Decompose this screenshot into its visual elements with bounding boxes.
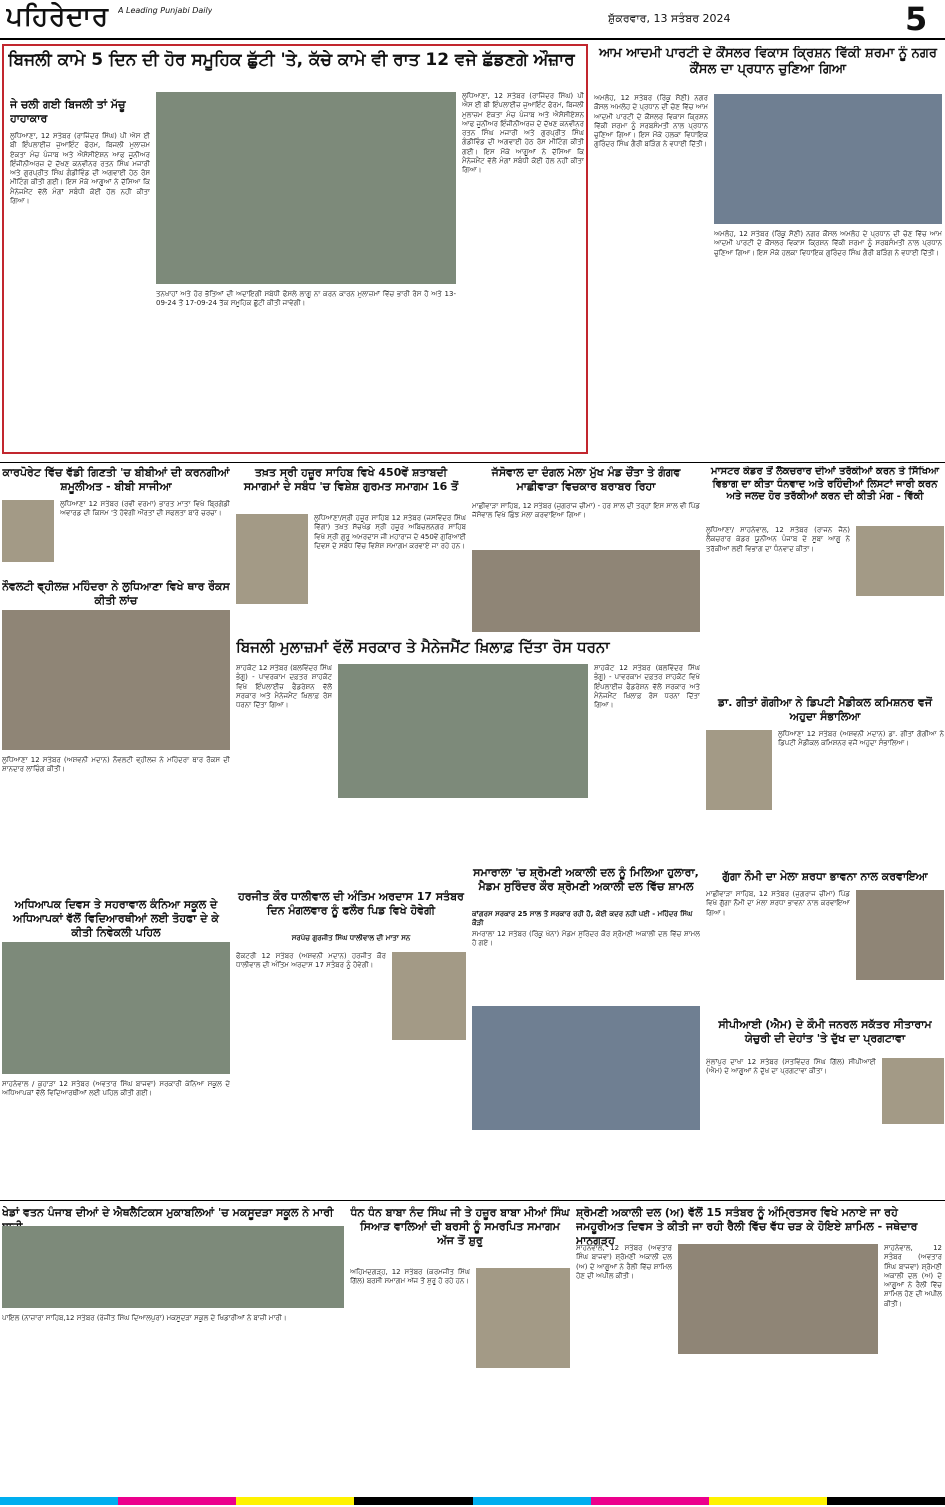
lead-body-col1: ਲੁਧਿਆਣਾ, 12 ਸਤੰਬਰ (ਰਾਜਿੰਦਰ ਸਿੰਘ) ਪੀ ਐਸ ਈ ਬੀ ਇੰਪਲਾਈਜ਼ ਜੁਆਇੰਟ ਫੋਰਮ, ਬਿਜਲੀ ਮੁਲਾਜ਼ਮ ਏਕਤਾ ਮੰਚ ਪੰਜਾਬ ਅਤੇ ਐਸੋਸੀਏਸ਼ਨ ਆਫ ਜੂਨੀਅਰ ਇੰਜੀਨੀਅਰਜ਼ ਦੇ ਦੱਖਣ ਕਨਵੀਨਰ ਰਤਨ ਸਿੰਘ ਮਜਾਰੀ ਅਤੇ ਗੁਰਪ੍ਰੀਤ ਸਿੰਘ ਗੰਡੀਵਿੰਡ ਦੀ ਅਗਵਾਈ ਹੇਠ ਰੋਸ ਮੀਟਿੰਗ ਕੀਤੀ ਗਈ। ਇਸ ਮੌਕੇ ਆਗੂਆਂ ਨੇ ਦੱਸਿਆ ਕਿ ਮੈਨੇਜਮੈਂਟ ਵੱਲੋਂ ਮੰਗਾਂ ਸਬੰਧੀ ਕੋਈ ਹੱਲ ਨਹੀਂ ਕੀਤਾ ਗਿਆ। xyxy=(10,132,150,206)
divider-bottom xyxy=(0,1200,945,1201)
story-prayer-sub: ਸਰਪੰਚ ਗੁਰਜੀਤ ਸਿੰਘ ਧਾਲੀਵਾਲ ਦੀ ਮਾਤਾ ਸਨ xyxy=(291,934,411,942)
divider xyxy=(0,462,945,463)
story-akali-headline: ਸਮਾਰਾਲਾ 'ਚ ਸ਼੍ਰੋਮਣੀ ਅਕਾਲੀ ਦਲ ਨੂੰ ਮਿਲਿਆ ਹੁਲਾਰਾ, ਮੈਡਮ ਸੁਰਿੰਦਰ ਕੌਰ ਸ਼੍ਰੋਮਣੀ ਅਕਾਲੀ ਦਲ ਵਿੱਚ ਸ਼ਾਮਲ xyxy=(473,866,699,893)
portrait-photo xyxy=(2,500,54,562)
story-athletics-body: ਪਾਇਲ (ਨਾਜ਼ਾਰਾ ਸਾਹਿਬ,12 ਸਤੰਬਰ (ਰੰਜੀਤ ਸਿੰਘ ਦਿਆਲਪੁਰਾ) ਮਕਸੂਦੜਾ ਸਕੂਲ ਦੇ ਖਿਡਾਰੀਆਂ ਨੇ ਬਾਜ਼ੀ ਮਾਰੀ। xyxy=(2,1314,287,1322)
story-teachers-body: ਸਾਹਨੇਵਾਲ / ਕੁਹਾੜਾ 12 ਸਤੰਬਰ (ਅਵਤਾਰ ਸਿੰਘ ਬਾਜਵਾ) ਸਰਕਾਰੀ ਕੰਨਿਆ ਸਕੂਲ ਦੇ ਅਧਿਆਪਕਾਂ ਵੱਲੋਂ ਵਿਦਿਆਰਥੀਆਂ ਲਈ ਪਹਿਲ ਕੀਤੀ ਗਈ। xyxy=(2,1080,230,1098)
story-teachers-day xyxy=(2,898,230,1194)
story-dmc-headline: ਡਾ. ਗੀਤਾਂ ਗੋਗੀਆ ਨੇ ਡਿਪਟੀ ਮੈਡੀਕਲ ਕਮਿਸ਼ਨਰ ਵਜੋਂ ਅਹੁਦਾ ਸੰਭਾਲਿਆ xyxy=(717,696,933,723)
story-hazur-sahib xyxy=(236,466,466,634)
mela-photo xyxy=(856,890,944,980)
story-final-prayer xyxy=(236,890,466,1194)
gurdwara-photo xyxy=(236,514,308,604)
story-protest-headline: ਬਿਜਲੀ ਮੁਲਾਜ਼ਮਾਂ ਵੱਲੋਂ ਸਰਕਾਰ ਤੇ ਮੈਨੇਜਮੈਂਟ ਖ਼ਿਲਾਫ਼ ਦਿੱਤਾ ਰੋਸ ਧਰਨਾ xyxy=(236,638,610,656)
story-teachers-headline: ਅਧਿਆਪਕ ਦਿਵਸ ਤੇ ਸਹਰਾਵਾਲ ਕੰਨਿਆ ਸਕੂਲ ਦੇ ਅਧਿਆਪਕਾਂ ਵੱਲੋਂ ਵਿਦਿਆਰਥੀਆਂ ਲਈ ਤੋਹਫਾ ਦੇ ਕੇ ਕੀਤੀ ਨਿਵੇਕਲੀ ਪਹਿਲ xyxy=(13,898,219,939)
story-dmc xyxy=(706,696,944,866)
story-lecturer-body: ਲੁਧਿਆਣਾ/ ਸਾਹਨੇਵਾਲ, 12 ਸਤੰਬਰ (ਰਾਜਨ ਜੈਨ) ਲੈਕਚਰਾਰ ਕੇਡਰ ਯੂਨੀਅਨ ਪੰਜਾਬ ਦੇ ਸੂਬਾ ਆਗੂ ਨੇ ਤਰੱਕੀਆਂ ਲਈ ਵਿਭਾਗ ਦਾ ਧੰਨਵਾਦ ਕੀਤਾ। xyxy=(706,526,850,553)
rally-photo xyxy=(678,1244,878,1354)
story-rally-body-2: ਸਾਹਨੇਵਾਲ, 12 ਸਤੰਬਰ (ਅਵਤਾਰ ਸਿੰਘ ਬਾਜਵਾ) ਸ਼੍ਰੋਮਣੀ ਅਕਾਲੀ ਦਲ (ਅ) ਦੇ ਆਗੂਆਂ ਨੇ ਰੈਲੀ ਵਿੱਚ ਸ਼ਾਮਿਲ ਹੋਣ ਦੀ ਅਪੀਲ ਕੀਤੀ। xyxy=(884,1244,942,1308)
story-barsi-body: ਅਹਿਮਦਗੜ੍ਹ, 12 ਸਤੰਬਰ (ਕਰਮਜੀਤ ਸਿੰਘ ਗਿੱਲ) ਬਰਸੀ ਸਮਾਗਮ ਅੱਜ ਤੋਂ ਸ਼ੁਰੂ ਹੋ ਰਹੇ ਹਨ। xyxy=(350,1268,470,1286)
dangal-photo xyxy=(472,550,700,632)
print-color-bar xyxy=(0,1497,945,1505)
story-akali-joining xyxy=(472,866,700,1194)
story-women-corporate xyxy=(2,466,230,576)
story-barsi xyxy=(350,1206,570,1492)
story-akali-sub: ਕਾਂਗਰਸ ਸਰਕਾਰ 25 ਸਾਲ ਤੋਂ ਸਰਕਾਰ ਰਹੀ ਹੈ, ਕੋਈ ਕਦਰ ਨਹੀਂ ਪਈ - ਮਹਿੰਦਰ ਸਿੰਘ ਕੌੜੀ xyxy=(472,910,693,927)
lead-story xyxy=(2,44,588,454)
story-yechury-headline: ਸੀਪੀਆਈ (ਐਮ) ਦੇ ਕੌਮੀ ਜਨਰਲ ਸਕੱਤਰ ਸੀਤਾਰਾਮ ਯੇਚੁਰੀ ਦੀ ਦੇਹਾਂਤ 'ਤੇ ਦੁੱਖ ਦਾ ਪ੍ਰਗਟਾਵਾ xyxy=(718,1018,932,1045)
obituary-photo xyxy=(392,952,466,1040)
story-gugga-body: ਮਾਛੀਵਾੜਾ ਸਾਹਿਬ, 12 ਸਤੰਬਰ (ਜੁਗਰਾਜ ਚੀਮਾ) ਪਿੰਡ ਵਿਖੇ ਗੁੱਗਾ ਨੌਮੀ ਦਾ ਮੇਲਾ ਸ਼ਰਧਾ ਭਾਵਨਾ ਨਾਲ ਕਰਵਾਇਆ ਗਿਆ। xyxy=(706,890,850,917)
story-rally-body: ਸਾਹਨੇਵਾਲ, 12 ਸਤੰਬਰ (ਅਵਤਾਰ ਸਿੰਘ ਬਾਜਵਾ) ਸ਼੍ਰੋਮਣੀ ਅਕਾਲੀ ਦਲ (ਅ) ਦੇ ਆਗੂਆਂ ਨੇ ਰੈਲੀ ਵਿੱਚ ਸ਼ਾਮਿਲ ਹੋਣ ਦੀ ਅਪੀਲ ਕੀਤੀ। xyxy=(576,1244,672,1280)
school-photo xyxy=(2,942,230,1074)
story-aap-body: ਅਮਲੋਹ, 12 ਸਤੰਬਰ (ਰਿੰਕੂ ਸੈਣੀ) ਨਗਰ ਕੌਂਸਲ ਅਮਲੋਹ ਦੇ ਪ੍ਰਧਾਨ ਦੀ ਚੋਣ ਵਿੱਚ ਆਮ ਆਦਮੀ ਪਾਰਟੀ ਦੇ ਕੌਂਸਲਰ ਵਿਕਾਸ ਕ੍ਰਿਸ਼ਨ ਵਿੱਕੀ ਸ਼ਰਮਾ ਨੂੰ ਸਰਬਸੰਮਤੀ ਨਾਲ ਪ੍ਰਧਾਨ ਚੁਣਿਆ ਗਿਆ। ਇਸ ਮੌਕੇ ਹਲਕਾ ਵਿਧਾਇਕ ਗੁਰਿੰਦਰ ਸਿੰਘ ਗੈਰੀ ਬੜਿੰਗ ਨੇ ਵਧਾਈ ਦਿੱਤੀ। xyxy=(594,94,708,149)
story-prayer-body: ਫੈਕਟਰੀ 12 ਸਤੰਬਰ (ਅਸ਼ਵਨੀ ਮਦਾਨ) ਹਰਜੀਤ ਕੌਰ ਧਾਲੀਵਾਲ ਦੀ ਅੰਤਿਮ ਅਰਦਾਸ 17 ਸਤੰਬਰ ਨੂੰ ਹੋਵੇਗੀ। xyxy=(236,952,386,970)
story-lecturer-headline: ਮਾਸਟਰ ਕੇਡਰ ਤੋਂ ਲੈਕਚਰਾਰ ਦੀਆਂ ਤਰੱਕੀਆਂ ਕਰਨ ਤੇ ਸਿੱਖਿਆ ਵਿਭਾਗ ਦਾ ਕੀਤਾ ਧੰਨਵਾਦ ਅਤੇ ਰਹਿੰਦੀਆਂ ਲਿਸਟਾਂ ਜਾਰੀ ਕਰਨ ਅਤੇ ਜਲਦ ਹੋਰ ਤਰੱਕੀਆਂ ਕਰਨ ਦੀ ਕੀਤੀ ਮੰਗ - ਵਿੱਕੀ xyxy=(711,466,939,502)
joining-photo xyxy=(472,1006,700,1130)
story-power-protest xyxy=(236,638,700,826)
story-dangal xyxy=(472,466,700,634)
story-aap-body-2: ਅਮਲੋਹ, 12 ਸਤੰਬਰ (ਰਿੰਕੂ ਸੈਣੀ) ਨਗਰ ਕੌਂਸਲ ਅਮਲੋਹ ਦੇ ਪ੍ਰਧਾਨ ਦੀ ਚੋਣ ਵਿੱਚ ਆਮ ਆਦਮੀ ਪਾਰਟੀ ਦੇ ਕੌਂਸਲਰ ਵਿਕਾਸ ਕ੍ਰਿਸ਼ਨ ਵਿੱਕੀ ਸ਼ਰਮਾ ਨੂੰ ਸਰਬਸੰਮਤੀ ਨਾਲ ਪ੍ਰਧਾਨ ਚੁਣਿਆ ਗਿਆ। ਇਸ ਮੌਕੇ ਹਲਕਾ ਵਿਧਾਇਕ ਗੁਰਿੰਦਰ ਸਿੰਘ ਗੈਰੀ ਬੜਿੰਗ ਨੇ ਵਧਾਈ ਦਿੱਤੀ। xyxy=(714,230,942,257)
story-barsi-headline: ਧੰਨ ਧੰਨ ਬਾਬਾ ਨੰਦ ਸਿੰਘ ਜੀ ਤੇ ਹਜ਼ੂਰ ਬਾਬਾ ਮੀਆਂ ਸਿੰਘ ਸਿਆੜ ਵਾਲਿਆਂ ਦੀ ਬਰਸੀ ਨੂੰ ਸਮਰਪਿਤ ਸਮਾਗਮ ਅੱਜ ਤੋਂ ਸ਼ੁਰੂ xyxy=(350,1206,570,1247)
story-hazur-headline: ਤਖ਼ਤ ਸ੍ਰੀ ਹਜ਼ੂਰ ਸਾਹਿਬ ਵਿਖੇ 450ਵੇਂ ਸ਼ਤਾਬਦੀ ਸਮਾਗਮਾਂ ਦੇ ਸਬੰਧ 'ਚ ਵਿਸ਼ੇਸ਼ ਗੁਰਮਤ ਸਮਾਗਮ 16 ਤੋਂ xyxy=(243,466,459,493)
yechury-photo xyxy=(882,1058,944,1124)
story-protest-body: ਸ਼ਾਹਕੋਟ 12 ਸਤੰਬਰ (ਬਲਵਿੰਦਰ ਸਿੰਘ ਭੰਗੂ) - ਪਾਵਰਕਾਮ ਦਫ਼ਤਰ ਸ਼ਾਹਕੋਟ ਵਿਖੇ ਇੰਪਲਾਈਜ਼ ਫੈਡਰੇਸ਼ਨ ਵੱਲੋਂ ਸਰਕਾਰ ਅਤੇ ਮੈਨੇਜਮੈਂਟ ਖ਼ਿਲਾਫ਼ ਰੋਸ ਧਰਨਾ ਦਿੱਤਾ ਗਿਆ। xyxy=(236,664,332,710)
baba-photo xyxy=(476,1268,570,1368)
protest-photo xyxy=(338,664,588,798)
athletes-photo xyxy=(2,1226,344,1308)
story-akali-body: ਸਮਰਾਲਾ 12 ਸਤੰਬਰ (ਰਿੰਕੂ ਖੰਨਾ) ਮੈਡਮ ਸੁਰਿੰਦਰ ਕੌਰ ਸ਼੍ਰੋਮਣੀ ਅਕਾਲੀ ਦਲ ਵਿੱਚ ਸ਼ਾਮਲ ਹੋ ਗਏ। xyxy=(472,930,700,948)
story-athletics-headline: ਖੇਡਾਂ ਵਤਨ ਪੰਜਾਬ ਦੀਆਂ ਦੇ ਐਥਲੈਟਿਕਸ ਮੁਕਾਬਲਿਆਂ 'ਚ ਮਕਸੂਦੜਾ ਸਕੂਲ ਨੇ ਮਾਰੀ xyxy=(2,1206,334,1219)
story-dangal-headline: ਜੱਸੋਵਾਲ ਦਾ ਦੰਗਲ ਮੇਲਾ ਮੁੱਖ ਮੰਡ ਚੌਂਤਾ ਤੇ ਗੰਗਵ ਮਾਛੀਵਾੜਾ ਵਿਚਕਾਰ ਬਰਾਬਰ ਰਿਹਾ xyxy=(491,466,681,493)
story-women-body: ਲੁਧਿਆਣਾ 12 ਸਤੰਬਰ (ਰਵੀ ਵਰਮਾ) ਭਾਰਤ ਮਾਤਾ ਵਿਖੇ ਬ੍ਰਿਗੇਡੀ ਅਵਾਰਡ ਦੀ ਕਿਸਮ 'ਤੇ ਹੋਵੇਗੀ ਔਰਤਾਂ ਦੀ ਸਫਲਤਾ ਬਾਰੇ ਚਰਚਾ। xyxy=(60,500,230,518)
lead-headline: ਬਿਜਲੀ ਕਾਮੇ 5 ਦਿਨ ਦੀ ਹੋਰ ਸਮੂਹਿਕ ਛੁੱਟੀ 'ਤੇ, ਕੱਚੇ ਕਾਮੇ ਵੀ ਰਾਤ 12 ਵਜੇ ਛੱਡਣਗੇ ਔਜ਼ਾਰ xyxy=(8,50,575,70)
story-hazur-body: ਲੁਧਿਆਣਾ/ਸ੍ਰੀ ਹਜ਼ੂਰ ਸਾਹਿਬ 12 ਸਤੰਬਰ (ਜਸਵਿੰਦਰ ਸਿੰਘ ਵਿੱਗਾ) ਤਖ਼ਤ ਸੱਚਖੰਡ ਸ੍ਰੀ ਹਜ਼ੂਰ ਅਬਿਚਲਨਗਰ ਸਾਹਿਬ ਵਿਖੇ ਸ੍ਰੀ ਗੁਰੂ ਅਮਰਦਾਸ ਜੀ ਮਹਾਰਾਜ ਦੇ 450ਵੇਂ ਗੁਰਿਆਈ ਦਿਵਸ ਦੇ ਸਬੰਧ ਵਿੱਚ ਵਿਸ਼ੇਸ਼ ਸਮਾਗਮ ਕਰਵਾਏ ਜਾ ਰਹੇ ਹਨ। xyxy=(314,514,466,550)
lecturer-photo xyxy=(856,526,944,596)
page-number: 5 xyxy=(905,0,928,38)
story-athletics xyxy=(2,1206,344,1492)
story-gugga-headline: ਗੁੱਗਾ ਨੌਮੀ ਦਾ ਮੇਲਾ ਸ਼ਰਧਾ ਭਾਵਨਾ ਨਾਲ ਕਰਵਾਇਆ xyxy=(722,870,928,883)
story-rally-headline: ਸ਼੍ਰੋਮਣੀ ਅਕਾਲੀ ਦਲ (ਅ) ਵੱਲੋਂ 15 ਸਤੰਬਰ ਨੂੰ ਅੰਮ੍ਰਿਤਸਰ ਵਿਖੇ ਮਨਾਏ ਜਾ ਰਹੇ ਜਮਹੂਰੀਅਤ ਦਿਵਸ ਤੇ ਕੀਤੀ ਜਾ ਰਹੀ ਰੈਲੀ ਵਿੱਚ ਵੱਧ ਚੜ ਕੇ ਹੋਇਏ ਸ਼ਾਮਿਲ - ਜਥੇਦਾਰ ਮਾਨਗੜ੍ਹ xyxy=(576,1206,918,1247)
story-gugga-naumi xyxy=(706,870,944,1014)
lead-photo xyxy=(156,92,456,284)
story-thar-body: ਲੁਧਿਆਣਾ 12 ਸਤੰਬਰ (ਅਸ਼ਵਨੀ ਮਦਾਨ) ਨੌਵਲਟੀ ਵ੍ਹੀਲਜ਼ ਨੇ ਮਹਿੰਦਰਾ ਥਾਰ ਰੌਕਸ ਦੀ ਸ਼ਾਨਦਾਰ ਲਾਂਚਿੰਗ ਕੀਤੀ। xyxy=(2,756,230,774)
story-aap-president xyxy=(594,44,942,304)
lead-subheadline: ਜੇ ਚਲੀ ਗਈ ਬਿਜਲੀ ਤਾਂ ਮੱਚੂ ਹਾਹਾਕਾਰ xyxy=(10,98,126,125)
doctor-photo xyxy=(706,730,772,810)
story-prayer-headline: ਹਰਜੀਤ ਕੌਰ ਧਾਲੀਵਾਲ ਦੀ ਅੰਤਿਮ ਅਰਦਾਸ 17 ਸਤੰਬਰ ਦਿਨ ਮੰਗਲਵਾਰ ਨੂੰ ਫਲੌਰ ਪਿਡ ਵਿਖੇ ਹੋਵੇਗੀ xyxy=(238,890,464,917)
council-photo xyxy=(714,94,942,224)
story-akali-rally xyxy=(576,1206,942,1492)
story-lecturer-promotions xyxy=(706,466,944,690)
story-thar-headline: ਨੌਵਲਟੀ ਵ੍ਹੀਲਜ਼ ਮਹਿੰਦਰਾ ਨੇ ਲੁਧਿਆਣਾ ਵਿਖੇ ਥਾਰ ਰੌਕਸ ਕੀਤੀ ਲਾਂਚ xyxy=(2,580,230,607)
lead-body-col2: ਤਨਖਾਹਾਂ ਅਤੇ ਹੋਰ ਭੱਤਿਆਂ ਦੀ ਅਦਾਇਗੀ ਸਬੰਧੀ ਫੈਸਲੇ ਲਾਗੂ ਨਾ ਕਰਨ ਕਾਰਨ ਮੁਲਾਜ਼ਮਾਂ ਵਿੱਚ ਭਾਰੀ ਰੋਸ ਹੈ ਅਤੇ 13-09-24 ਤੋਂ 17-09-24 ਤੱਕ ਸਮੂਹਿਕ ਛੁੱਟੀ ਕੀਤੀ ਜਾਵੇਗੀ। xyxy=(156,290,456,308)
story-dmc-body: ਲੁਧਿਆਣਾ 12 ਸਤੰਬਰ (ਅਸ਼ਵਨੀ ਮਦਾਨ) ਡਾ. ਗੀਤਾਂ ਗੋਗੀਆ ਨੇ ਡਿਪਟੀ ਮੈਡੀਕਲ ਕਮਿਸ਼ਨਰ ਵਜੋਂ ਅਹੁਦਾ ਸੰਭਾਲਿਆ। xyxy=(778,730,944,748)
story-aap-headline: ਆਮ ਆਦਮੀ ਪਾਰਟੀ ਦੇ ਕੌਂਸਲਰ ਵਿਕਾਸ ਕ੍ਰਿਸ਼ਨ ਵਿੱਕੀ ਸ਼ਰਮਾ ਨੂੰ ਨਗਰ ਕੌਂਸਲ ਦਾ ਪ੍ਰਧਾਨ ਚੁਣਿਆ ਗਿਆ xyxy=(599,46,937,78)
launch-photo xyxy=(2,610,230,750)
masthead xyxy=(0,0,945,40)
lead-body-col3: ਲੁਧਿਆਣਾ, 12 ਸਤੰਬਰ (ਰਾਜਿੰਦਰ ਸਿੰਘ) ਪੀ ਐਸ ਈ ਬੀ ਇੰਪਲਾਈਜ਼ ਜੁਆਇੰਟ ਫੋਰਮ, ਬਿਜਲੀ ਮੁਲਾਜ਼ਮ ਏਕਤਾ ਮੰਚ ਪੰਜਾਬ ਅਤੇ ਐਸੋਸੀਏਸ਼ਨ ਆਫ ਜੂਨੀਅਰ ਇੰਜੀਨੀਅਰਜ਼ ਦੇ ਦੱਖਣ ਕਨਵੀਨਰ ਰਤਨ ਸਿੰਘ ਮਜਾਰੀ ਅਤੇ ਗੁਰਪ੍ਰੀਤ ਸਿੰਘ ਗੰਡੀਵਿੰਡ ਦੀ ਅਗਵਾਈ ਹੇਠ ਰੋਸ ਮੀਟਿੰਗ ਕੀਤੀ ਗਈ। ਇਸ ਮੌਕੇ ਆਗੂਆਂ ਨੇ ਦੱਸਿਆ ਕਿ ਮੈਨੇਜਮੈਂਟ ਵੱਲੋਂ ਮੰਗਾਂ ਸਬੰਧੀ ਕੋਈ ਹੱਲ ਨਹੀਂ ਕੀਤਾ ਗਿਆ। xyxy=(462,92,584,175)
publication-date: ਸ਼ੁੱਕਰਵਾਰ, 13 ਸਤੰਬਰ 2024 xyxy=(608,12,731,25)
tagline: A Leading Punjabi Daily xyxy=(118,6,213,15)
story-thar-launch xyxy=(2,580,230,890)
story-dangal-body: ਮਾਛੀਵਾੜਾ ਸਾਹਿਬ, 12 ਸਤੰਬਰ (ਜੁਗਰਾਜ ਚੀਮਾ) - ਹਰ ਸਾਲ ਦੀ ਤਰ੍ਹਾਂ ਇਸ ਸਾਲ ਵੀ ਪਿੰਡ ਜੱਸੋਵਾਲ ਵਿਖੇ ਛਿੰਝ ਮੇਲਾ ਕਰਵਾਇਆ ਗਿਆ। xyxy=(472,502,700,520)
story-protest-body-2: ਸ਼ਾਹਕੋਟ 12 ਸਤੰਬਰ (ਬਲਵਿੰਦਰ ਸਿੰਘ ਭੰਗੂ) - ਪਾਵਰਕਾਮ ਦਫ਼ਤਰ ਸ਼ਾਹਕੋਟ ਵਿਖੇ ਇੰਪਲਾਈਜ਼ ਫੈਡਰੇਸ਼ਨ ਵੱਲੋਂ ਸਰਕਾਰ ਅਤੇ ਮੈਨੇਜਮੈਂਟ ਖ਼ਿਲਾਫ਼ ਰੋਸ ਧਰਨਾ ਦਿੱਤਾ ਗਿਆ। xyxy=(594,664,700,710)
story-women-headline: ਕਾਰਪੋਰੇਟ ਵਿੱਚ ਵੱਡੀ ਗਿਣਤੀ 'ਚ ਬੀਬੀਆਂ ਦੀ ਕਰਨਗੀਆਂ ਸ਼ਮੂਲੀਅਤ - ਬੀਬੀ ਸਾਜੀਆ xyxy=(2,466,230,493)
story-yechury-body: ਮੁੱਲਾਂਪੁਰ ਦਾਖਾ 12 ਸਤੰਬਰ (ਸਤਵਿੰਦਰ ਸਿੰਘ ਗਿੱਲ) ਸੀਪੀਆਈ (ਐਮ) ਦੇ ਆਗੂਆਂ ਨੇ ਦੁੱਖ ਦਾ ਪ੍ਰਗਟਾਵਾ ਕੀਤਾ। xyxy=(706,1058,876,1076)
story-yechury xyxy=(706,1018,944,1194)
newspaper-logo: ਪਹਿਰੇਦਾਰ xyxy=(6,2,109,32)
